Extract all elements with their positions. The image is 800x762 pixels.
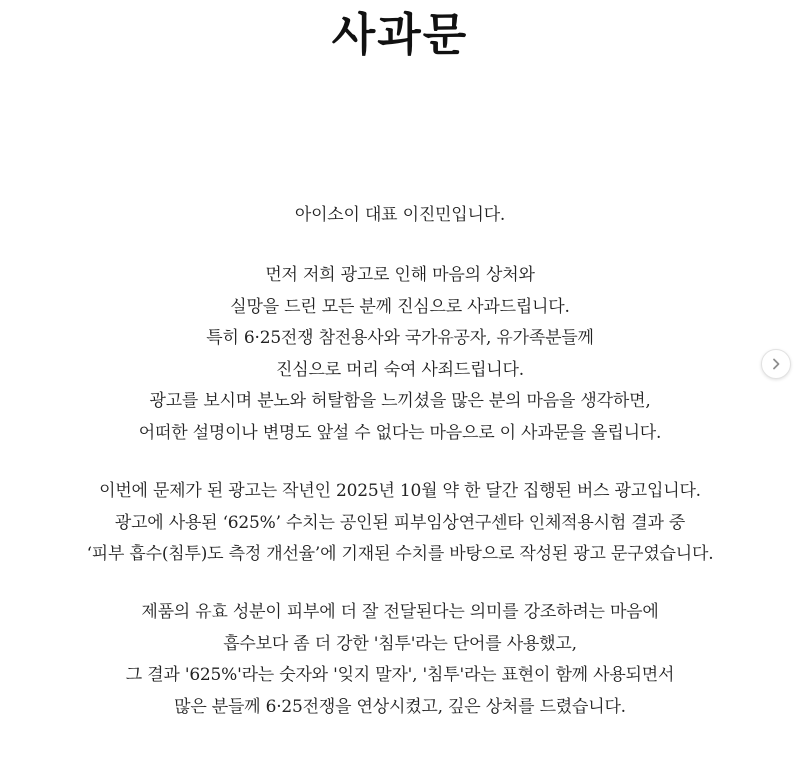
text-line: 제품의 유효 성분이 피부에 더 잘 전달된다는 의미를 강조하려는 마음에	[141, 602, 659, 622]
text-line: 진심으로 머리 숙여 사죄드립니다.	[276, 359, 524, 380]
carousel-next-button[interactable]	[761, 349, 791, 379]
text-line: 광고를 보시며 분노와 허탈함을 느끼셨을 많은 분의 마음을 생각하면,	[149, 391, 651, 412]
chevron-right-icon	[769, 357, 783, 371]
paragraph-apology	[0, 260, 800, 450]
text-line: 먼저 저희 광고로 인해 마음의 상처와	[265, 265, 535, 285]
text-line: 이번에 문제가 된 광고는 작년인 2025년 10월 약 한 달간 집행된 버스 광고입니다.	[99, 481, 701, 501]
paragraph-greeting	[0, 200, 800, 232]
paragraph-explanation	[0, 476, 800, 571]
text-line: ‘피부 흡수(침투)도 측정 개선율’에 기재된 수치를 바탕으로 작성된 광고 문구였습니다.	[86, 544, 714, 565]
paragraph-context	[0, 597, 800, 723]
text-line: 어떠한 설명이나 변명도 앞설 수 없다는 마음으로 이 사과문을 올립니다.	[138, 422, 662, 443]
text-line: 실망을 드린 모든 분께 진심으로 사과드립니다.	[230, 296, 570, 317]
text-line: 아이소이 대표 이진민입니다.	[294, 205, 506, 225]
text-line: 많은 분들께 6·25전쟁을 연상시켰고, 깊은 상처를 드렸습니다.	[174, 696, 626, 717]
text-line: 특히 6·25전쟁 참전용사와 국가유공자, 유가족분들께	[206, 328, 594, 349]
document-title: 사과문	[331, 8, 469, 61]
text-line: 흡수보다 좀 더 강한 '침투'라는 단어를 사용했고,	[223, 633, 577, 654]
text-line: 그 결과 '625%'라는 숫자와 '잊지 말자', '침투'라는 표현이 함께 사용되면서	[125, 665, 675, 686]
text-line: 광고에 사용된 ‘625%’ 수치는 공인된 피부임상연구센타 인체적용시험 결과 중	[114, 512, 686, 533]
